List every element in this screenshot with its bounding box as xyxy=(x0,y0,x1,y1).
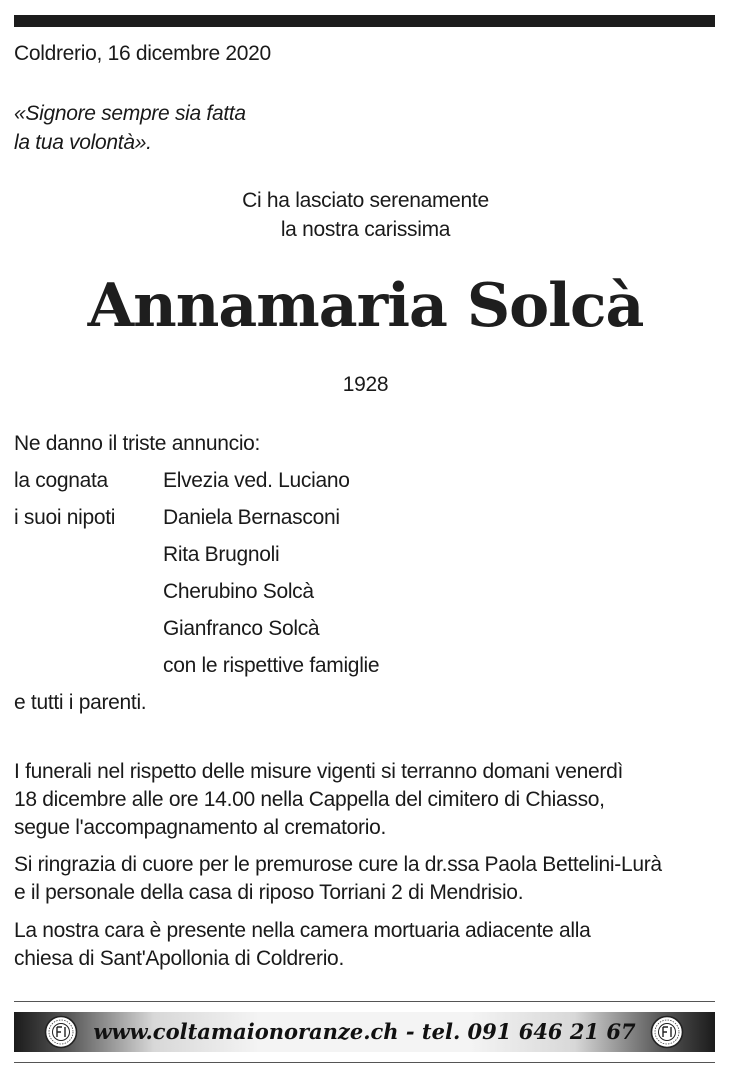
top-black-bar xyxy=(14,15,715,27)
intro-line-1: Ci ha lasciato serenamente xyxy=(242,189,489,212)
funeral-line-1: I funerali nel rispetto delle misure vigenti si terranno domani venerdì xyxy=(14,760,624,783)
funeral-line-3: segue l'accompagnamento al crematorio. xyxy=(14,816,386,839)
place-date: Coldrerio, 16 dicembre 2020 xyxy=(14,42,271,65)
mourner-name: Cherubino Solcà xyxy=(163,580,314,603)
thanks-line-1: Si ringrazia di cuore per le premurose cure la dr.ssa Paola Bettelini-Lurà xyxy=(14,853,662,876)
funeral-home-emblem-icon xyxy=(650,1015,684,1049)
relation-label: la cognata xyxy=(14,469,108,492)
announcement-heading: Ne danno il triste annuncio: xyxy=(14,432,261,455)
footer-divider-bottom xyxy=(14,1062,715,1063)
mourner-name: con le rispettive famiglie xyxy=(163,654,380,677)
mourner-name: Gianfranco Solcà xyxy=(163,617,320,640)
intro-line-2: la nostra carissima xyxy=(280,218,451,241)
quote-line-1: «Signore sempre sia fatta xyxy=(14,102,246,125)
mourner-name: Elvezia ved. Luciano xyxy=(163,469,350,492)
mourner-name: Daniela Bernasconi xyxy=(163,506,340,529)
closing-line: e tutti i parenti. xyxy=(14,691,147,714)
footer-banner xyxy=(14,1012,715,1052)
funeral-line-2: 18 dicembre alle ore 14.00 nella Cappella del cimitero di Chiasso, xyxy=(14,788,605,811)
quote-line-2: la tua volontà». xyxy=(14,131,152,154)
relation-label: i suoi nipoti xyxy=(14,506,116,529)
birth-year: 1928 xyxy=(342,373,389,396)
viewing-line-2: chiesa di Sant'Apollonia di Coldrerio. xyxy=(14,947,344,970)
footer-divider-top xyxy=(14,1001,715,1002)
footer-contact: www.coltamaionoranze.ch - tel. 091 646 21 67 xyxy=(93,1019,636,1044)
mourner-name: Rita Brugnoli xyxy=(163,543,280,566)
viewing-line-1: La nostra cara è presente nella camera mortuaria adiacente alla xyxy=(14,919,591,942)
thanks-line-2: e il personale della casa di riposo Torriani 2 di Mendrisio. xyxy=(14,881,524,904)
deceased-name: Annamaria Solcà xyxy=(87,271,644,341)
